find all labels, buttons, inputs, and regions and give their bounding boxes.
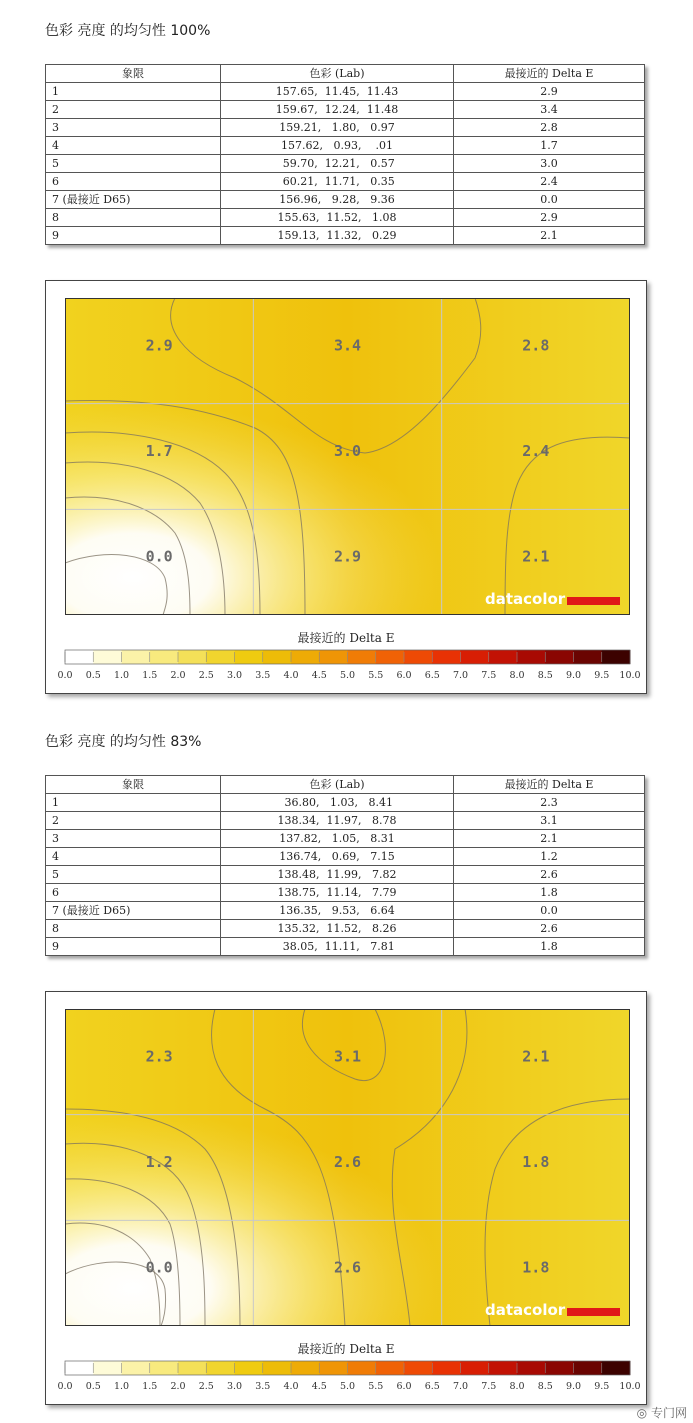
legend-tick-label: 1.5: [142, 1381, 158, 1392]
quadrant-cell: 9: [46, 938, 221, 956]
header-quadrant: 象限: [46, 776, 221, 794]
delta-e-cell: 0.0: [454, 902, 645, 920]
legend-tick-label: 10.0: [619, 670, 641, 681]
legend-tick-label: 6.0: [396, 1381, 412, 1392]
legend-tick-label: 3.0: [226, 1381, 243, 1392]
legend-swatch: [517, 650, 546, 664]
cell-value-label: 1.7: [145, 442, 173, 460]
legend-swatch: [150, 650, 179, 664]
table-row: [46, 101, 645, 119]
legend-swatch: [517, 1361, 546, 1375]
legend-swatch: [461, 650, 490, 664]
legend-tick-label: 9.0: [565, 670, 582, 681]
legend-swatch: [122, 650, 151, 664]
legend-tick-label: 9.0: [565, 1381, 582, 1392]
legend-tick-label: 8.5: [537, 670, 553, 681]
legend-swatch: [432, 1361, 461, 1375]
legend-swatch: [206, 650, 235, 664]
quadrant-cell: 5: [46, 155, 221, 173]
table-row: [46, 191, 645, 209]
legend-swatch: [376, 1361, 405, 1375]
lab-cell: 157.62, 0.93, .01: [221, 137, 454, 155]
quadrant-cell: 2: [46, 101, 221, 119]
legend-swatch: [291, 1361, 320, 1375]
table-row: [46, 794, 645, 812]
delta-e-cell: 1.2: [454, 848, 645, 866]
legend-tick-label: 0.5: [85, 670, 101, 681]
legend-swatch: [348, 1361, 377, 1375]
quadrant-cell: 8: [46, 920, 221, 938]
delta-e-cell: 2.4: [454, 173, 645, 191]
legend-tick-label: 0.5: [85, 1381, 101, 1392]
legend-tick-label: 5.5: [368, 670, 384, 681]
header-delta-e: 最接近的 Delta E: [454, 65, 645, 83]
lab-cell: 136.35, 9.53, 6.64: [221, 902, 454, 920]
header-lab: 色彩 (Lab): [221, 65, 454, 83]
legend-swatch: [489, 1361, 518, 1375]
legend-swatch: [65, 650, 94, 664]
legend-swatch: [432, 650, 461, 664]
legend-tick-label: 3.5: [255, 670, 271, 681]
cell-value-label: 3.1: [333, 1047, 362, 1066]
delta-e-cell: 2.1: [454, 830, 645, 848]
legend-swatch: [178, 1361, 207, 1375]
cell-value-label: 2.6: [333, 1153, 362, 1171]
cell-value-label: 2.1: [522, 547, 550, 566]
header-lab: 色彩 (Lab): [221, 776, 454, 794]
legend-swatch: [93, 650, 122, 664]
lab-cell: 137.82, 1.05, 8.31: [221, 830, 454, 848]
legend-tick-label: 2.0: [170, 1381, 186, 1392]
lab-cell: 157.65, 11.45, 11.43: [221, 83, 454, 101]
lab-table-83: [45, 775, 645, 956]
table-row: [46, 227, 645, 245]
uniformity-chart-100: [45, 280, 647, 694]
legend-tick-label: 8.0: [509, 670, 525, 681]
legend-tick-label: 5.0: [339, 670, 356, 681]
watermark: [637, 1404, 687, 1421]
legend-tick-label: 6.5: [424, 1381, 440, 1392]
table-row: [46, 209, 645, 227]
quadrant-cell: 1: [46, 794, 221, 812]
table-row: [46, 938, 645, 956]
delta-e-cell: 3.4: [454, 101, 645, 119]
table-header-row: [46, 65, 645, 83]
table-row: [46, 884, 645, 902]
legend-swatch: [461, 1361, 490, 1375]
legend-swatch: [545, 650, 574, 664]
legend-title: 最接近的 Delta E: [297, 1342, 395, 1356]
legend-swatch: [263, 1361, 292, 1375]
lab-cell: 135.32, 11.52, 8.26: [221, 920, 454, 938]
legend-tick-label: 2.5: [198, 670, 214, 681]
delta-e-cell: 2.3: [454, 794, 645, 812]
quadrant-cell: 5: [46, 866, 221, 884]
cell-value-label: 2.8: [522, 336, 550, 355]
lab-cell: 159.21, 1.80, 0.97: [221, 119, 454, 137]
legend-swatch: [235, 1361, 264, 1375]
legend-swatch: [404, 1361, 433, 1375]
legend-tick-label: 0.0: [57, 1381, 73, 1392]
legend-tick-label: 5.0: [339, 1381, 356, 1392]
legend-tick-label: 6.0: [396, 670, 412, 681]
legend-swatch: [574, 1361, 603, 1375]
legend-tick-label: 1.0: [113, 670, 130, 681]
legend-swatch: [319, 1361, 348, 1375]
legend-swatch: [263, 650, 292, 664]
legend-tick-label: 4.5: [311, 670, 327, 681]
delta-e-cell: 3.0: [454, 155, 645, 173]
quadrant-cell: 7 (最接近 D65): [46, 902, 221, 920]
legend-tick-label: 7.5: [481, 670, 497, 681]
lab-cell: 36.80, 1.03, 8.41: [221, 794, 454, 812]
delta-e-cell: 2.9: [454, 209, 645, 227]
lab-cell: 59.70, 12.21, 0.57: [221, 155, 454, 173]
legend-tick-label: 6.5: [424, 670, 440, 681]
table-row: [46, 902, 645, 920]
lab-cell: 138.34, 11.97, 8.78: [221, 812, 454, 830]
quadrant-cell: 9: [46, 227, 221, 245]
quadrant-cell: 7 (最接近 D65): [46, 191, 221, 209]
quadrant-cell: 3: [46, 119, 221, 137]
cell-value-label: 2.9: [333, 547, 362, 566]
header-delta-e: 最接近的 Delta E: [454, 776, 645, 794]
delta-e-cell: 1.8: [454, 938, 645, 956]
table-row: [46, 866, 645, 884]
legend-swatch: [489, 650, 518, 664]
legend-tick-label: 2.0: [170, 670, 186, 681]
delta-e-cell: 2.6: [454, 920, 645, 938]
legend-title: 最接近的 Delta E: [297, 631, 395, 645]
section-title-83: 色彩 亮度 的均匀性 83%: [45, 734, 202, 750]
cell-value-label: 0.0: [145, 547, 173, 566]
legend-swatch: [348, 650, 377, 664]
legend-tick-label: 10.0: [619, 1381, 641, 1392]
legend-tick-label: 5.5: [368, 1381, 384, 1392]
table-row: [46, 83, 645, 101]
legend-swatch: [602, 1361, 631, 1375]
cell-value-label: 2.3: [145, 1047, 173, 1066]
delta-e-cell: 3.1: [454, 812, 645, 830]
cell-value-label: 2.1: [522, 1047, 550, 1066]
table-row: [46, 830, 645, 848]
table-row: [46, 137, 645, 155]
table-row: [46, 920, 645, 938]
section-title-100: 色彩 亮度 的均匀性 100%: [45, 23, 211, 39]
quadrant-cell: 4: [46, 137, 221, 155]
legend-tick-label: 7.0: [452, 670, 469, 681]
cell-value-label: 1.8: [522, 1258, 550, 1277]
legend-swatch: [122, 1361, 151, 1375]
legend-swatch: [574, 650, 603, 664]
cell-value-label: 3.4: [333, 336, 362, 355]
legend-tick-label: 4.5: [311, 1381, 327, 1392]
legend-swatch: [291, 650, 320, 664]
lab-cell: 136.74, 0.69, 7.15: [221, 848, 454, 866]
delta-e-cell: 0.0: [454, 191, 645, 209]
legend-swatch: [545, 1361, 574, 1375]
legend-swatch: [235, 650, 264, 664]
legend-tick-label: 4.0: [283, 1381, 299, 1392]
table-row: [46, 812, 645, 830]
quadrant-cell: 3: [46, 830, 221, 848]
lab-cell: 156.96, 9.28, 9.36: [221, 191, 454, 209]
delta-e-cell: 2.6: [454, 866, 645, 884]
legend-tick-label: 8.5: [537, 1381, 553, 1392]
quadrant-cell: 4: [46, 848, 221, 866]
wechat-icon: ◎: [636, 1406, 648, 1420]
legend-tick-label: 0.0: [57, 670, 73, 681]
legend-tick-label: 9.5: [594, 1381, 610, 1392]
cell-value-label: 3.0: [333, 442, 362, 460]
datacolor-logo: datacolor: [485, 1301, 566, 1319]
legend-swatch: [93, 1361, 122, 1375]
legend-swatch: [65, 1361, 94, 1375]
lab-cell: 159.13, 11.32, 0.29: [221, 227, 454, 245]
table-row: [46, 173, 645, 191]
header-quadrant: 象限: [46, 65, 221, 83]
quadrant-cell: 6: [46, 884, 221, 902]
legend-swatch: [150, 1361, 179, 1375]
cell-value-label: 1.2: [145, 1153, 173, 1171]
quadrant-cell: 6: [46, 173, 221, 191]
lab-cell: 38.05, 11.11, 7.81: [221, 938, 454, 956]
quadrant-cell: 2: [46, 812, 221, 830]
table-row: [46, 119, 645, 137]
legend-swatch: [376, 650, 405, 664]
legend-tick-label: 1.0: [113, 1381, 130, 1392]
legend-swatch: [602, 650, 631, 664]
delta-e-cell: 1.7: [454, 137, 645, 155]
table-row: [46, 155, 645, 173]
legend-swatch: [206, 1361, 235, 1375]
quadrant-cell: 8: [46, 209, 221, 227]
delta-e-cell: 1.8: [454, 884, 645, 902]
cell-value-label: 1.8: [522, 1153, 550, 1171]
legend-tick-label: 1.5: [142, 670, 158, 681]
legend-tick-label: 2.5: [198, 1381, 214, 1392]
uniformity-chart-83: [45, 991, 647, 1405]
delta-e-cell: 2.1: [454, 227, 645, 245]
quadrant-cell: 1: [46, 83, 221, 101]
cell-value-label: 2.9: [145, 336, 173, 355]
legend-tick-label: 7.0: [452, 1381, 469, 1392]
delta-e-cell: 2.9: [454, 83, 645, 101]
legend-tick-label: 3.0: [226, 670, 243, 681]
lab-cell: 159.67, 12.24, 11.48: [221, 101, 454, 119]
legend-swatch: [404, 650, 433, 664]
lab-cell: 60.21, 11.71, 0.35: [221, 173, 454, 191]
table-header-row: [46, 776, 645, 794]
legend-tick-label: 3.5: [255, 1381, 271, 1392]
legend-swatch: [178, 650, 207, 664]
legend-tick-label: 9.5: [594, 670, 610, 681]
lab-cell: 138.75, 11.14, 7.79: [221, 884, 454, 902]
table-row: [46, 848, 645, 866]
cell-value-label: 0.0: [145, 1258, 173, 1277]
delta-e-cell: 2.8: [454, 119, 645, 137]
cell-value-label: 2.6: [333, 1258, 362, 1277]
legend-tick-label: 8.0: [509, 1381, 525, 1392]
datacolor-logo: datacolor: [485, 590, 566, 608]
lab-cell: 138.48, 11.99, 7.82: [221, 866, 454, 884]
watermark-text: 专门网: [650, 1406, 687, 1420]
legend-swatch: [319, 650, 348, 664]
lab-table-100: [45, 64, 645, 245]
legend-tick-label: 7.5: [481, 1381, 497, 1392]
legend-tick-label: 4.0: [283, 670, 299, 681]
cell-value-label: 2.4: [522, 442, 550, 460]
lab-cell: 155.63, 11.52, 1.08: [221, 209, 454, 227]
